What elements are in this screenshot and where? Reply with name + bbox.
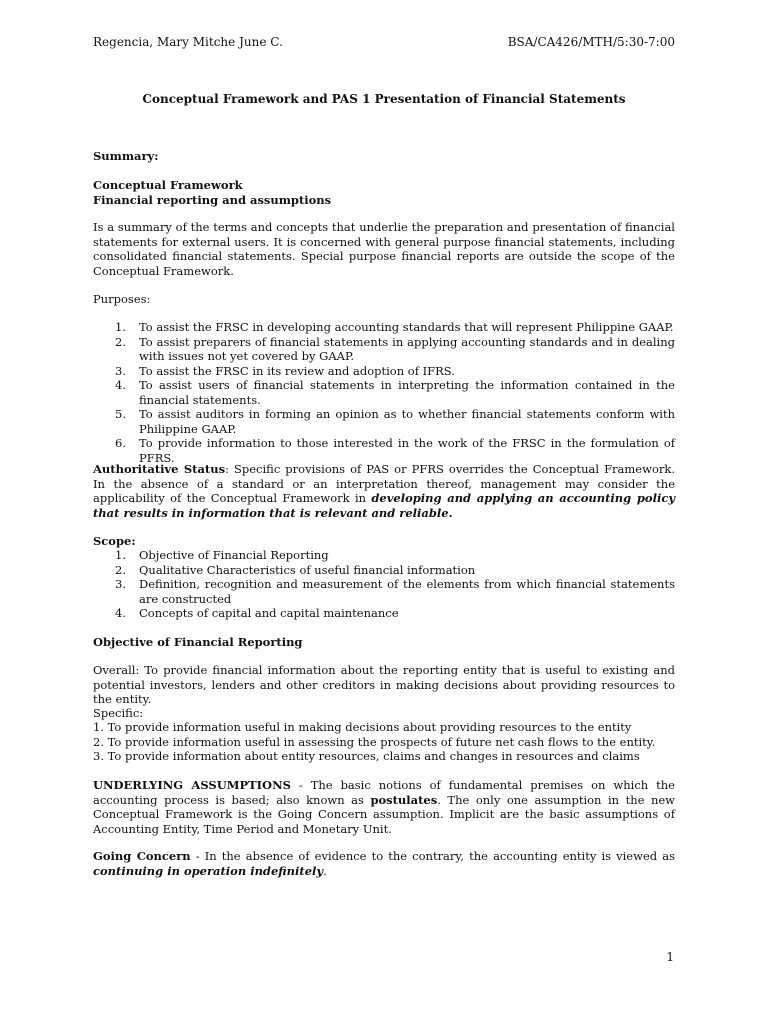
list-item: 5. To assist auditors in forming an opinion as to whether financial statements conform with Philippine GAAP.	[115, 407, 675, 436]
cf-subheading: Financial reporting and assumptions	[93, 193, 332, 207]
authoritative-status-paragraph: Authoritative Status: Specific provisions of PAS or PFRS overrides the Conceptual Framework. In the absence of a standard or an interpretation thereof, management may consider the applicability of the Conceptual Framework in developing and applying an accounting policy that results in information that is relevant and reliable.	[93, 462, 676, 520]
list-item: 3. To assist the FRSC in its review and adoption of IFRS.	[115, 363, 455, 378]
authoritative-status-label: Authoritative Status	[93, 462, 226, 476]
purposes-list-container	[93, 320, 675, 465]
going-concern-paragraph: Going Concern - In the absence of evidence to the contrary, the accounting entity is viewed as continuing in operation indefinitely.	[93, 849, 675, 878]
list-item: 3. Definition, recognition and measurement of the elements from which financial statements are constructed	[115, 577, 675, 606]
intro-paragraph: Is a summary of the terms and concepts that underlie the preparation and presentation of financial statements for external users. It is concerned with general purpose financial statements, including consolidated financial statements. Special purpose financial reports are outside the scope of the Conceptual Framework.	[93, 220, 675, 278]
list-item: 1. To assist the FRSC in developing accounting standards that will represent Philippine GAAP.	[115, 320, 674, 334]
page-number: 1	[666, 950, 674, 964]
going-concern-label: Going Concern	[93, 849, 191, 863]
document-title: Conceptual Framework and PAS 1 Presentation of Financial Statements	[142, 92, 626, 106]
list-item: 2. To assist preparers of financial statements in applying accounting standards and in dealing with issues not yet covered by GAAP.	[115, 334, 675, 363]
postulates-term: postulates	[370, 792, 438, 807]
underlying-assumptions-label: UNDERLYING ASSUMPTIONS	[93, 778, 291, 792]
scope-label: Scope:	[93, 534, 136, 548]
authoritative-status-emphasis: developing and applying an accounting policy that results in information that is relevant and reliable.	[93, 491, 676, 520]
list-item: 4. To assist users of financial statements in interpreting the information contained in the financial statements.	[115, 378, 675, 407]
specific-item-3: 3. To provide information about entity resources, claims and changes in resources and claims	[93, 749, 640, 763]
scope-list-container	[93, 548, 675, 621]
underlying-assumptions-paragraph: UNDERLYING ASSUMPTIONS - The basic notions of fundamental premises on which the accounting process is based; also known as postulates. The only one assumption in the new Conceptual Framework is the Going Concern assumption. Implicit are the basic assumptions of Accounting Entity, Time Period and Monetary Unit.	[93, 778, 675, 836]
list-item: 4. Concepts of capital and capital maintenance	[115, 606, 399, 620]
specific-item-1: 1. To provide information useful in making decisions about providing resources to the entity	[93, 720, 632, 734]
list-item: 2. Qualitative Characteristics of useful financial information	[115, 562, 476, 577]
cf-heading: Conceptual Framework	[93, 178, 243, 192]
list-item: 1. Objective of Financial Reporting	[115, 548, 329, 562]
purposes-label: Purposes:	[93, 292, 151, 306]
specific-item-2: 2. To provide information useful in assessing the prospects of future net cash flows to the entity.	[93, 735, 656, 749]
list-item: 6. To provide information to those interested in the work of the FRSC in the formulation of PFRS.	[115, 436, 675, 465]
overall-paragraph: Overall: To provide financial information about the reporting entity that is useful to existing and potential investors, lenders and other creditors in making decisions about providing resources to the entity.	[93, 663, 675, 706]
course-code: BSA/CA426/MTH/5:30-7:00	[507, 35, 675, 49]
purposes-list	[93, 320, 675, 465]
objective-heading: Objective of Financial Reporting	[93, 635, 303, 649]
going-concern-emphasis: continuing in operation indefinitely	[93, 863, 324, 878]
scope-list	[93, 548, 675, 621]
summary-label: Summary:	[93, 149, 159, 163]
specific-label: Specific:	[93, 706, 144, 720]
author-name: Regencia, Mary Mitche June C.	[93, 35, 283, 49]
